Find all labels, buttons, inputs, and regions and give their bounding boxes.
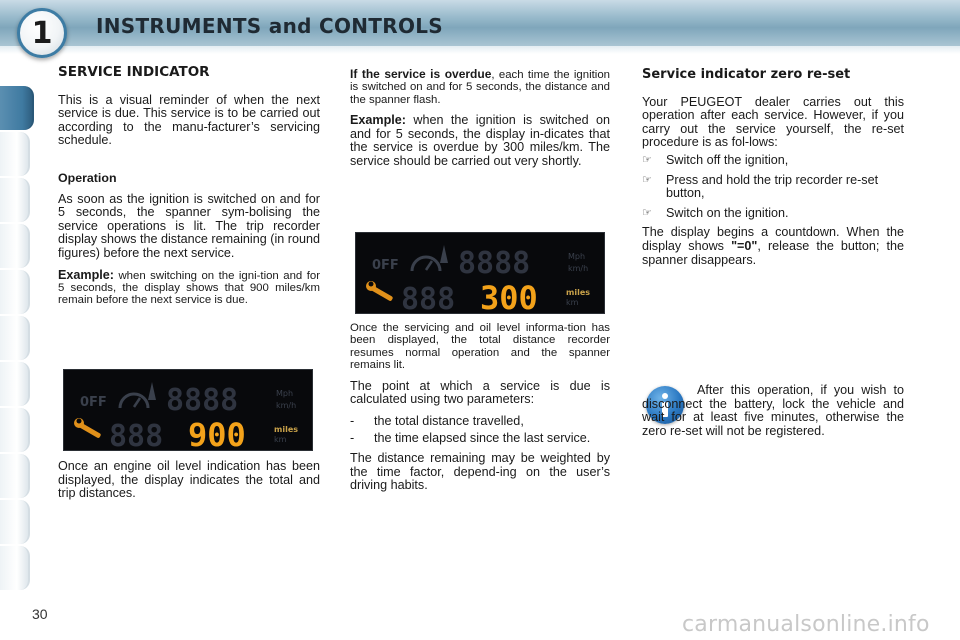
countdown-paragraph bbox=[642, 226, 904, 267]
hand-pointer-icon: ☞ bbox=[642, 153, 652, 166]
top-unit-mph: Mph bbox=[276, 389, 294, 398]
reset-step bbox=[642, 174, 904, 201]
display-svg-900 bbox=[64, 370, 313, 451]
top-unit-mph: Mph bbox=[568, 252, 586, 261]
countdown-text-1: The display begins a countdown. When the display shows bbox=[642, 225, 904, 253]
chapter-tab-3[interactable] bbox=[0, 178, 30, 222]
page-number: 30 bbox=[32, 606, 48, 622]
chapter-tab-7[interactable] bbox=[0, 362, 30, 406]
overdue-example-paragraph bbox=[350, 114, 610, 168]
overdue-example-text: when the ignition is switched on and for 5 seconds, the display in-dicates that the service is overdue by 300 miles/km. The service should be carried out very shortly. bbox=[350, 113, 610, 168]
gauge-icon bbox=[412, 245, 448, 271]
middle-column bbox=[350, 68, 610, 177]
bottom-unit-km: km bbox=[274, 435, 287, 444]
spanner-icon bbox=[366, 281, 393, 302]
middle-caption: Once the servicing and oil level informa-tion has been displayed, the total distance recorder resumes normal operation and the spanner remains lit. bbox=[350, 322, 610, 372]
chapter-tab-6[interactable] bbox=[0, 316, 30, 360]
reset-heading: Service indicator zero re-set bbox=[642, 67, 851, 82]
bottom-unit-miles: miles bbox=[274, 425, 299, 434]
gauge-icon bbox=[120, 382, 156, 408]
countdown-text-2: , release the button; the spanner disappears. bbox=[642, 238, 905, 267]
middle-lower-column bbox=[350, 322, 610, 501]
operation-paragraph: As soon as the ignition is switched on and for 5 seconds, the spanner sym-bolising the service operations is lit. The trip recorder display shows the distance remaining (in round figures) before the next service. bbox=[58, 191, 320, 260]
left-caption: Once an engine oil level indication has been displayed, the display indicates the total and trip distances. bbox=[58, 459, 320, 501]
service-distance-value: 900 bbox=[188, 416, 246, 451]
param-text: the time elapsed since the last service. bbox=[374, 431, 591, 446]
example-paragraph bbox=[58, 269, 320, 307]
top-odometer-digits: 8888 bbox=[166, 383, 239, 418]
bottom-unit-miles: miles bbox=[566, 288, 591, 297]
hand-pointer-icon: ☞ bbox=[642, 206, 652, 219]
param-item bbox=[350, 432, 610, 446]
overdue-text: , each time the ignition is switched on and for 5 seconds, the distance and the spanner flash. bbox=[350, 69, 610, 106]
weighting-paragraph: The distance remaining may be weighted by the time factor, depend-ing on the user’s driving habits. bbox=[350, 451, 610, 493]
left-caption-block bbox=[58, 460, 320, 509]
dash-marker: - bbox=[350, 413, 355, 428]
chapter-tab-2[interactable] bbox=[0, 132, 30, 176]
calc-paragraph: The point at which a service is due is calculated using two parameters: bbox=[350, 378, 610, 407]
right-column bbox=[642, 68, 904, 275]
overdue-label: If the service is overdue bbox=[350, 67, 492, 81]
chapter-number-badge: 1 bbox=[17, 8, 67, 58]
overdue-example-label: Example: bbox=[350, 113, 406, 128]
operation-heading: Operation bbox=[58, 170, 117, 185]
chapter-tab-1[interactable] bbox=[0, 86, 34, 130]
chapter-tab-9[interactable] bbox=[0, 454, 30, 498]
display-panel-900 bbox=[63, 369, 313, 451]
param-item bbox=[350, 415, 610, 429]
display-svg-300 bbox=[356, 233, 605, 314]
chapter-tab-11[interactable] bbox=[0, 546, 30, 590]
example-text: when switching on the igni-tion and for 5 seconds, the display shows that 900 miles/km remain before the next service is due. bbox=[58, 269, 320, 307]
chapter-tab-10[interactable] bbox=[0, 500, 30, 544]
intro-paragraph: This is a visual reminder of when the next service is due. This service is to be carried out according to the manu-facturer’s servicing schedule. bbox=[58, 92, 320, 148]
left-column bbox=[58, 66, 320, 315]
example-label: Example: bbox=[58, 267, 114, 282]
reset-step-text: Switch off the ignition, bbox=[666, 152, 789, 167]
top-unit-kmh: km/h bbox=[276, 401, 297, 410]
spanner-icon bbox=[74, 418, 101, 439]
reset-step-text: Switch on the ignition. bbox=[666, 205, 789, 220]
dash-marker: - bbox=[350, 431, 355, 446]
overdue-paragraph bbox=[350, 68, 610, 106]
header-underline bbox=[0, 46, 960, 54]
page-title: INSTRUMENTS and CONTROLS bbox=[96, 14, 444, 38]
countdown-value: "=0" bbox=[731, 238, 758, 253]
service-distance-value: 300 bbox=[480, 279, 538, 314]
chapter-tab-4[interactable] bbox=[0, 224, 30, 268]
top-unit-kmh: km/h bbox=[568, 264, 589, 273]
chapter-tabs bbox=[0, 62, 34, 582]
display-panel-300 bbox=[355, 232, 605, 314]
reset-step-text: Press and hold the trip recorder re-set button, bbox=[666, 172, 879, 201]
watermark: carmanualsonline.info bbox=[682, 612, 930, 637]
bottom-left-digits: 888 bbox=[109, 419, 164, 451]
chapter-tab-8[interactable] bbox=[0, 408, 30, 452]
reset-step bbox=[642, 154, 904, 168]
section-heading: SERVICE INDICATOR bbox=[58, 64, 210, 80]
top-odometer-digits: 8888 bbox=[458, 246, 531, 281]
off-label: 0FF bbox=[372, 258, 399, 273]
hand-pointer-icon: ☞ bbox=[642, 173, 652, 186]
param-text: the total distance travelled, bbox=[374, 413, 524, 428]
info-note-text: After this operation, if you wish to disconnect the battery, lock the vehicle and wait for at least five minutes, otherwise the zero re-set will not be registered. bbox=[642, 383, 904, 438]
reset-step bbox=[642, 207, 904, 221]
off-label: 0FF bbox=[80, 395, 107, 410]
chapter-tab-5[interactable] bbox=[0, 270, 30, 314]
bottom-unit-km: km bbox=[566, 298, 579, 307]
bottom-left-digits: 888 bbox=[401, 282, 456, 314]
info-note bbox=[642, 384, 904, 446]
reset-intro: Your PEUGEOT dealer carries out this operation after each service. However, if you carry out the service yourself, the re-set procedure is as fol-lows: bbox=[642, 94, 904, 150]
